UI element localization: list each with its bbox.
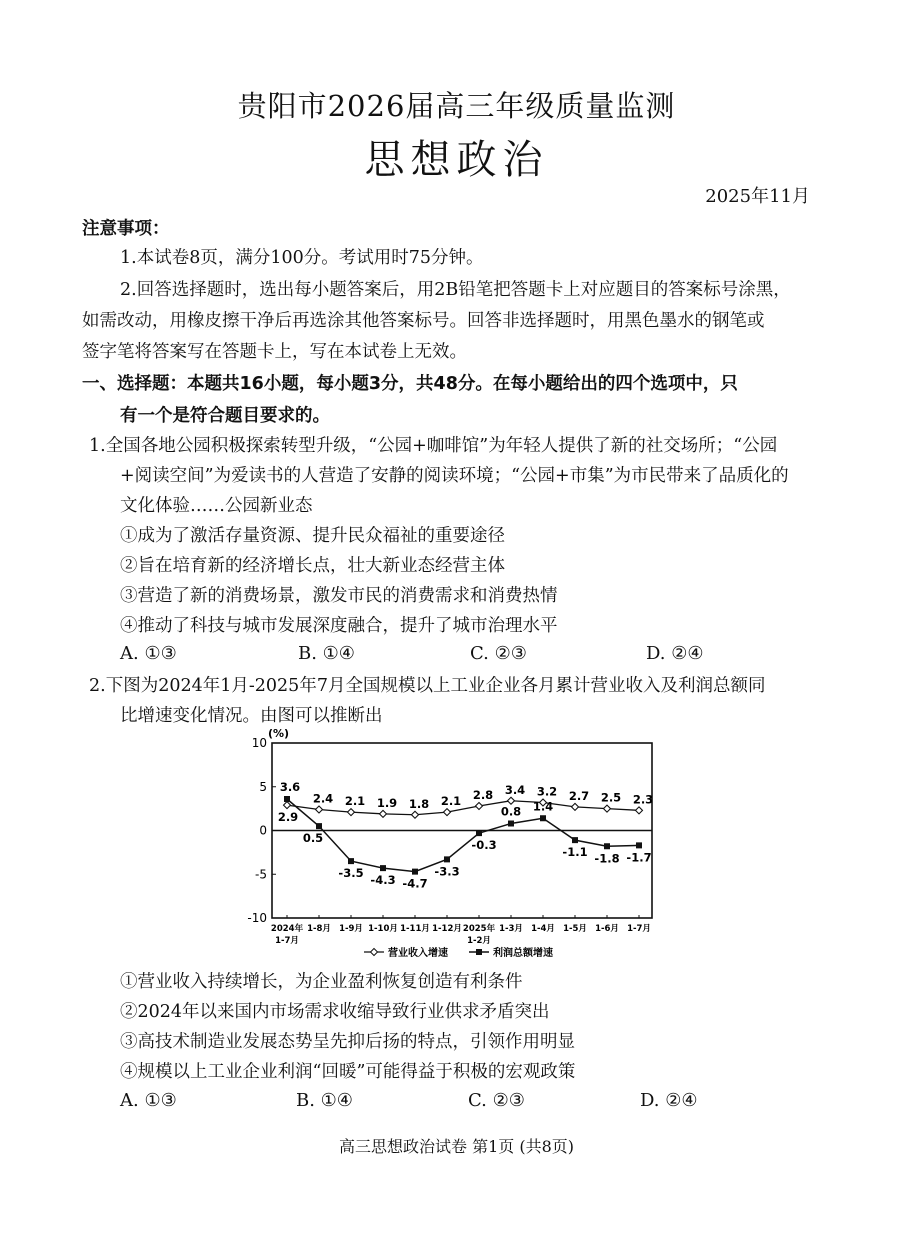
section-heading: 一、选择题：本题共16小题，每小题3分，共48分。在每小题给出的四个选项中，只 [82, 374, 738, 394]
revenue-point [604, 805, 611, 812]
profit-point [412, 869, 418, 875]
revenue-data-label: 3.2 [536, 784, 558, 799]
notice-item-2: 2.回答选择题时，选出每小题答案后，用2B铅笔把答题卡上对应题目的答案标号涂黑， [120, 280, 791, 300]
revenue-point [316, 806, 323, 813]
revenue-data-label: 2.7 [568, 788, 590, 803]
q2-statement-2: ②2024年以来国内市场需求收缩导致行业供求矛盾突出 [120, 1002, 550, 1022]
q1-statement-1: ①成为了激活存量资源、提升民众福祉的重要途径 [120, 526, 505, 546]
profit-data-label: 1.4 [532, 799, 554, 814]
profit-data-label: -1.8 [594, 851, 620, 866]
notice-heading: 注意事项： [82, 219, 170, 239]
x-tick-label: 1-3月 [499, 924, 523, 934]
page-footer: 高三思想政治试卷 第1页 (共8页) [338, 1137, 575, 1156]
profit-data-label: 0.5 [302, 831, 324, 846]
exam-date: 2025年11月 [705, 186, 810, 207]
x-tick-label: 1-4月 [531, 924, 555, 934]
q1-stem-cont: +阅读空间”为爱读书的人营造了安静的阅读环境；“公园+市集”为市民带来了品质化的 [120, 466, 789, 486]
q1-option-d[interactable]: D. ②④ [646, 643, 704, 664]
x-tick-label: 2025年 [462, 924, 496, 934]
revenue-point [284, 802, 291, 809]
q2-statement-4: ④规模以上工业企业利润“回暖”可能得益于积极的宏观政策 [120, 1062, 576, 1082]
profit-data-label: -1.1 [562, 845, 588, 860]
legend-profit-label: 利润总额增速 [493, 948, 553, 959]
revenue-point [380, 810, 387, 817]
revenue-point [444, 809, 451, 816]
q1-statement-2: ②旨在培育新的经济增长点，壮大新业态经营主体 [120, 556, 505, 576]
q2-option-d[interactable]: D. ②④ [640, 1090, 698, 1111]
revenue-data-label: 1.8 [408, 796, 430, 811]
x-tick-label: 1-10月 [368, 924, 398, 934]
profit-data-label: -3.3 [434, 864, 460, 879]
revenue-point [348, 809, 355, 816]
q1-stem-cont: 文化体验……公园新业态 [120, 496, 313, 516]
q2-stem-cont: 比增速变化情况。由图可以推断出 [120, 706, 383, 726]
profit-point [348, 858, 354, 864]
x-tick-label: 1-7月 [275, 936, 299, 946]
profit-point [444, 856, 450, 862]
q2-statement-1: ①营业收入持续增长，为企业盈利恢复创造有利条件 [120, 972, 523, 992]
profit-data-label: -4.7 [402, 876, 428, 891]
q1-statement-4: ④推动了科技与城市发展深度融合，提升了城市治理水平 [120, 616, 558, 636]
profit-point [316, 823, 322, 829]
profit-data-label: -4.3 [370, 873, 396, 888]
profit-point [508, 821, 514, 827]
revenue-data-label: 2.5 [600, 790, 622, 805]
profit-point [540, 815, 546, 821]
profit-point [476, 830, 482, 836]
revenue-data-label: 2.8 [472, 788, 494, 802]
q2-option-a[interactable]: A. ①③ [120, 1090, 177, 1111]
revenue-data-label: 2.1 [440, 794, 462, 809]
profit-data-label: -3.5 [338, 866, 364, 881]
x-tick-label: 1-5月 [563, 924, 587, 934]
legend-revenue-label: 营业收入增速 [388, 948, 448, 959]
revenue-data-label: 2.3 [632, 792, 654, 807]
profit-data-label: -1.7 [626, 850, 652, 865]
profit-point [636, 842, 642, 848]
revenue-point [412, 811, 419, 818]
y-tick-label: 0 [259, 823, 267, 838]
revenue-point [476, 803, 483, 810]
exam-title: 贵阳市2026届高三年级质量监测 [237, 89, 676, 123]
profit-point [380, 865, 386, 871]
revenue-point [572, 803, 579, 810]
x-tick-label: 2024年 [270, 924, 304, 934]
revenue-data-label: 2.4 [312, 791, 334, 806]
q1-stem: 1.全国各地公园积极探索转型升级，“公园+咖啡馆”为年轻人提供了新的社交场所；“公园 [89, 436, 778, 456]
profit-point [604, 843, 610, 849]
profit-point [284, 796, 290, 802]
q2-option-b[interactable]: B. ①④ [296, 1090, 353, 1111]
y-tick-label: 5 [259, 779, 267, 794]
profit-point [572, 837, 578, 843]
y-tick-label: -5 [255, 867, 267, 882]
q2-option-c[interactable]: C. ②③ [468, 1090, 525, 1111]
profit-data-label: 3.6 [279, 780, 301, 794]
y-axis-unit: (%) [268, 727, 290, 740]
x-tick-label: 1-12月 [432, 924, 462, 934]
notice-item-1: 1.本试卷8页，满分100分。考试用时75分钟。 [120, 248, 484, 268]
notice-item-2-cont: 如需改动，用橡皮擦干净后再选涂其他答案标号。回答非选择题时，用黑色墨水的钢笔或 [82, 311, 765, 331]
q2-stem: 2.下图为2024年1月-2025年7月全国规模以上工业企业各月累计营业收入及利润总额同 [89, 676, 766, 696]
notice-item-2-cont: 签字笔将答案写在答题卡上，写在本试卷上无效。 [82, 342, 467, 362]
subject-title: 思想政治 [364, 137, 549, 183]
legend-profit-marker [476, 949, 482, 955]
revenue-point [636, 807, 643, 814]
profit-data-label: -0.3 [471, 838, 497, 853]
x-tick-label: 1-11月 [400, 924, 430, 934]
y-tick-label: -10 [247, 911, 267, 925]
q1-statement-3: ③营造了新的消费场景，激发市民的消费需求和消费热情 [120, 586, 558, 606]
q1-option-b[interactable]: B. ①④ [298, 643, 355, 664]
q1-option-c[interactable]: C. ②③ [470, 643, 527, 664]
revenue-data-label: 3.4 [504, 782, 526, 797]
x-tick-label: 1-8月 [307, 924, 331, 934]
revenue-data-label: 2.9 [277, 810, 299, 825]
x-tick-label: 1-9月 [339, 924, 363, 934]
x-tick-label: 1-7月 [627, 924, 651, 934]
x-tick-label: 1-2月 [467, 936, 491, 946]
x-tick-label: 1-6月 [595, 924, 619, 934]
q1-option-a[interactable]: A. ①③ [120, 643, 177, 664]
revenue-point [508, 797, 515, 804]
growth-line-chart [236, 726, 666, 962]
legend-revenue-marker [371, 949, 378, 956]
section-heading-cont: 有一个是符合题目要求的。 [120, 406, 330, 426]
profit-data-label: 0.8 [500, 804, 522, 819]
revenue-data-label: 1.9 [376, 795, 398, 810]
q2-statement-3: ③高技术制造业发展态势呈先抑后扬的特点，引领作用明显 [120, 1032, 575, 1052]
revenue-data-label: 2.1 [344, 794, 366, 809]
y-tick-label: 10 [251, 736, 267, 750]
